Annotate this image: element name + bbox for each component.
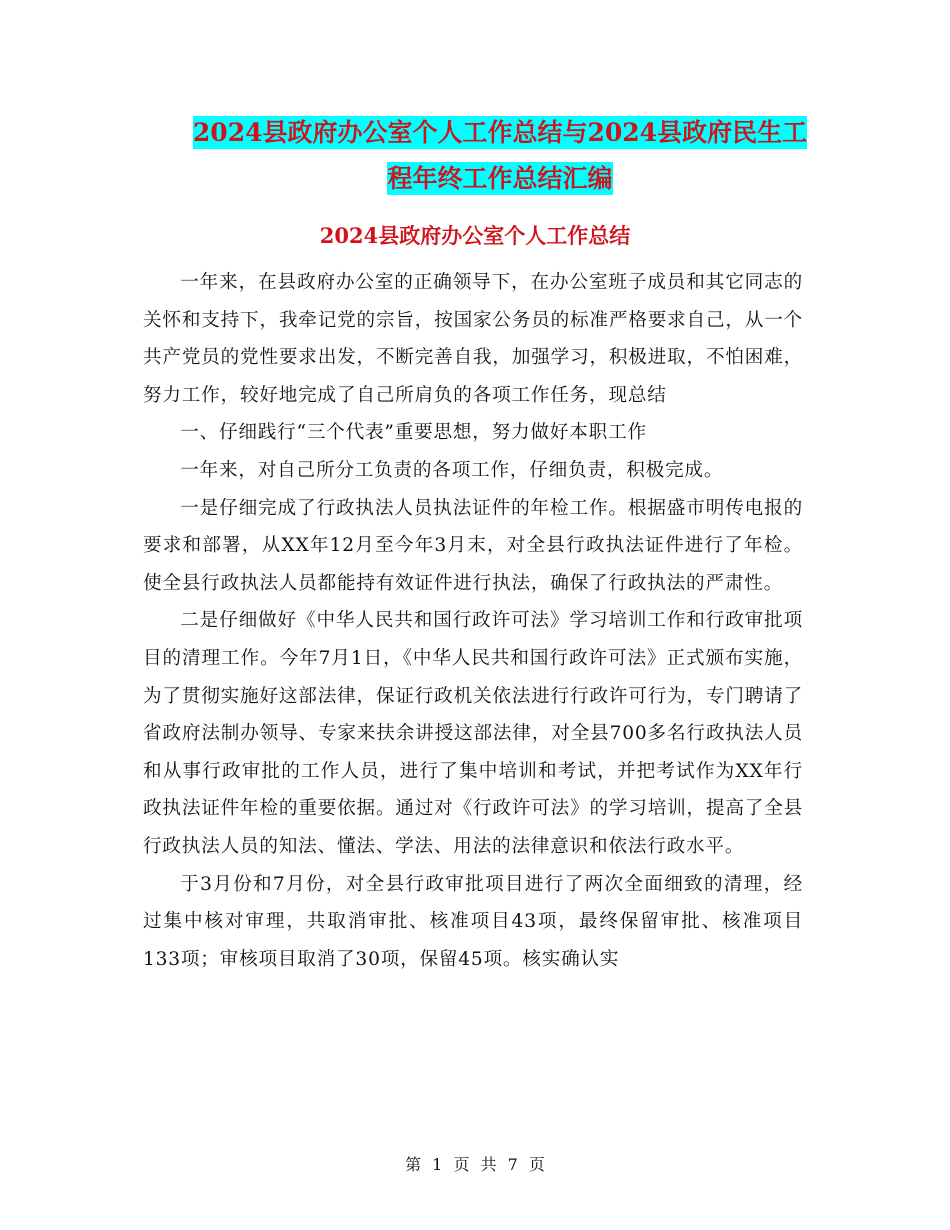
section-title: 2024县政府办公室个人工作总结 (319, 223, 631, 248)
document-body (143, 264, 803, 978)
body-paragraph: 二是仔细做好《中华人民共和国行政许可法》学习培训工作和行政审批项目的清理工作。今年7月1日，《中华人民共和国行政许可法》正式颁布实施，为了贯彻实施好这部法律，保证行政机关依法进行行政许可行为，专门聘请了省政府法制办领导、专家来扶余讲授这部法律，对全县700多名行政执法人员和从事行政审批的工作人员，进行了集中培训和考试，并把考试作为XX年行政执法证件年检的重要依据。通过对《行政许可法》的学习培训，提高了全县行政执法人员的知法、懂法、学法、用法的法律意识和依法行政水平。 (143, 610, 803, 857)
document-main-title (140, 110, 860, 202)
body-paragraph: 于3月份和7月份，对全县行政审批项目进行了两次全面细致的清理，经过集中核对审理，共取消审批、核准项目43项，最终保留审批、核准项目133项；审核项目取消了30项，保留45项。核实确认实 (143, 873, 803, 970)
body-paragraph: 一年来，在县政府办公室的正确领导下，在办公室班子成员和其它同志的关怀和支持下，我牵记党的宗旨，按国家公务员的标准严格要求自己，从一个共产党员的党性要求出发，不断完善自我，加强学习，积极进取，不怕困难，努力工作，较好地完成了自己所肩负的各项工作任务，现总结 (143, 272, 803, 406)
page-footer: 第 1 页 共 7 页 (405, 1155, 545, 1174)
body-paragraph: 一是仔细完成了行政执法人员执法证件的年检工作。根据盛市明传电报的要求和部署，从XX年12月至今年3月末，对全县行政执法证件进行了年检。使全县行政执法人员都能持有效证件进行执法，确保了行政执法的严肃性。 (143, 497, 803, 594)
main-title-line-2: 程年终工作总结汇编 (387, 164, 613, 193)
main-title-line-1: 2024县政府办公室个人工作总结与2024县政府民生工 (192, 118, 808, 147)
body-paragraph: 一、仔细践行“三个代表”重要思想，努力做好本职工作 (180, 422, 647, 444)
body-paragraph: 一年来，对自己所分工负责的各项工作，仔细负责，积极完成。 (180, 459, 724, 481)
